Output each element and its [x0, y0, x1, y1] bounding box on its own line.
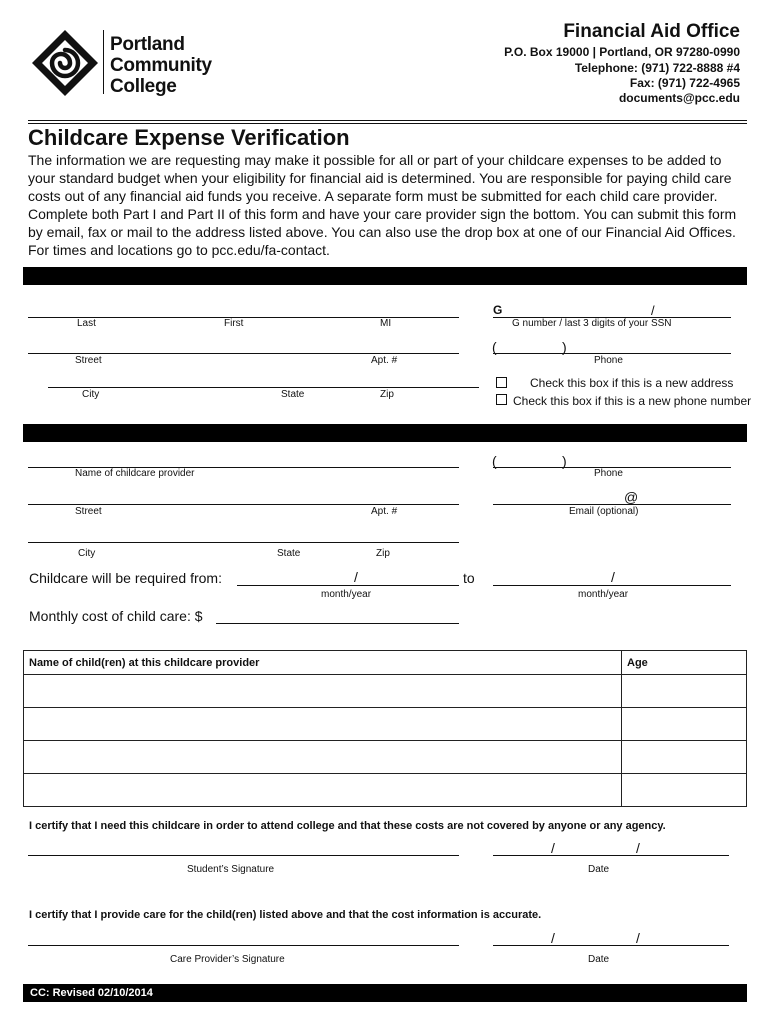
- child-name-cell[interactable]: [24, 708, 622, 741]
- provider-date-label: Date: [588, 954, 610, 965]
- provider-date-line[interactable]: [493, 945, 729, 946]
- monthly-cost-line[interactable]: [216, 623, 459, 624]
- child-age-cell[interactable]: [622, 774, 747, 807]
- form-intro: The information we are requesting may make it possible for all or part of your childcare expenses to be added to your standard budget when your eligibility for financial aid is determined. You are responsible for paying child care costs out of any financial aid funds you receive. A separate form must be submitted for each child care provider. Complete both Part I and Part II of this form and have your care provider sign the bottom. You can submit this form by email, fax or mail to the address listed above. You can also use the drop box at one of our Financial Aid Offices. For times and locations go to pcc.edu/fa-contact.: [28, 152, 737, 258]
- start-month-year-line[interactable]: [237, 585, 459, 586]
- provider-street-line[interactable]: [28, 504, 459, 505]
- pcc-spiral-diamond-icon: [30, 28, 100, 98]
- phone-open-paren: (: [492, 339, 497, 355]
- office-fax: Fax: (971) 722-4965: [629, 76, 740, 90]
- child-name-cell[interactable]: [24, 741, 622, 774]
- student-signature-line[interactable]: [28, 855, 459, 856]
- new-phone-label: Check this box if this is a new phone number: [513, 394, 752, 408]
- table-row: [24, 774, 747, 807]
- state-label: State: [281, 389, 305, 400]
- g-slash: /: [651, 303, 655, 318]
- student-certify-statement: I certify that I need this childcare in order to attend college and that these costs are not covered by anyone or any agency.: [29, 820, 666, 832]
- provider-city-label: City: [78, 548, 96, 559]
- provider-phone-open-paren: (: [492, 453, 497, 469]
- last-name-label: Last: [77, 318, 96, 329]
- provider-apt-label: Apt. #: [371, 506, 398, 517]
- office-email: documents@pcc.edu: [618, 91, 740, 105]
- table-header-row: [24, 651, 747, 675]
- provider-street-label: Street: [75, 506, 102, 517]
- child-name-cell[interactable]: [24, 675, 622, 708]
- child-age-cell[interactable]: [622, 741, 747, 774]
- first-name-label: First: [224, 318, 244, 329]
- office-title: Financial Aid Office: [563, 21, 740, 42]
- phone-label: Phone: [594, 355, 623, 366]
- table-row: [24, 741, 747, 774]
- part-2-bar: [23, 424, 747, 442]
- revision-label: CC: Revised 02/10/2014: [30, 987, 153, 999]
- child-age-cell[interactable]: [622, 708, 747, 741]
- child-name-header: Name of child(ren) at this childcare provider: [24, 651, 622, 675]
- street-label: Street: [75, 355, 102, 366]
- zip-label: Zip: [380, 389, 394, 400]
- child-age-cell[interactable]: [622, 675, 747, 708]
- provider-city-line[interactable]: [28, 542, 459, 543]
- provider-email-label: Email (optional): [569, 506, 639, 517]
- g-prefix: G: [493, 303, 503, 317]
- logo-wordmark: [110, 34, 212, 97]
- end-month-year-line[interactable]: [493, 585, 731, 586]
- provider-phone-label: Phone: [594, 468, 623, 479]
- provider-signature-label: Care Provider’s Signature: [170, 954, 285, 965]
- city-label: City: [82, 389, 100, 400]
- header-rule: [28, 120, 747, 121]
- monthly-cost-label: Monthly cost of child care: $: [29, 608, 203, 624]
- mi-label: MI: [380, 318, 392, 329]
- provider-certify-statement: I certify that I provide care for the child(ren) listed above and that the cost information is accurate.: [29, 909, 542, 921]
- end-slash: /: [611, 569, 615, 585]
- new-address-checkbox[interactable]: [496, 377, 507, 388]
- office-telephone: Telephone: (971) 722-8888 #4: [574, 61, 740, 75]
- table-row: [24, 675, 747, 708]
- new-address-label: Check this box if this is a new address: [530, 376, 734, 390]
- student-street-line[interactable]: [28, 353, 459, 354]
- provider-phone-close-paren: ): [562, 453, 567, 469]
- child-name-cell[interactable]: [24, 774, 622, 807]
- child-age-header: Age: [622, 651, 747, 675]
- to-label: to: [463, 570, 475, 586]
- new-phone-checkbox[interactable]: [496, 394, 507, 405]
- required-from-label: Childcare will be required from:: [29, 570, 222, 586]
- student-city-line[interactable]: [48, 387, 479, 388]
- logo-line-2: Community: [110, 55, 212, 76]
- logo-line-1: Portland: [110, 34, 185, 55]
- student-phone-line[interactable]: [493, 353, 731, 354]
- start-slash: /: [354, 569, 358, 585]
- footer-bar: [23, 984, 747, 1002]
- student-date-slash-1: /: [551, 840, 555, 856]
- start-month-year-label: month/year: [321, 589, 372, 600]
- g-number-label: G number / last 3 digits of your SSN: [512, 318, 672, 329]
- part-1-bar: [23, 267, 747, 285]
- provider-signature-line[interactable]: [28, 945, 459, 946]
- provider-date-slash-2: /: [636, 930, 640, 946]
- end-month-year-label: month/year: [578, 589, 629, 600]
- children-table: [23, 650, 747, 807]
- student-date-label: Date: [588, 864, 610, 875]
- student-date-line[interactable]: [493, 855, 729, 856]
- office-address: P.O. Box 19000 | Portland, OR 97280-0990: [504, 45, 740, 59]
- student-signature-label: Student’s Signature: [187, 864, 275, 875]
- email-at-sign: @: [624, 489, 639, 505]
- form-title: Childcare Expense Verification: [28, 125, 350, 150]
- logo-divider: [103, 30, 104, 94]
- provider-email-line[interactable]: [493, 504, 731, 505]
- table-row: [24, 708, 747, 741]
- apt-label: Apt. #: [371, 355, 398, 366]
- logo-line-3: College: [110, 76, 177, 97]
- provider-zip-label: Zip: [376, 548, 390, 559]
- student-date-slash-2: /: [636, 840, 640, 856]
- provider-name-label: Name of childcare provider: [75, 468, 195, 479]
- phone-close-paren: ): [562, 339, 567, 355]
- provider-date-slash-1: /: [551, 930, 555, 946]
- provider-state-label: State: [277, 548, 301, 559]
